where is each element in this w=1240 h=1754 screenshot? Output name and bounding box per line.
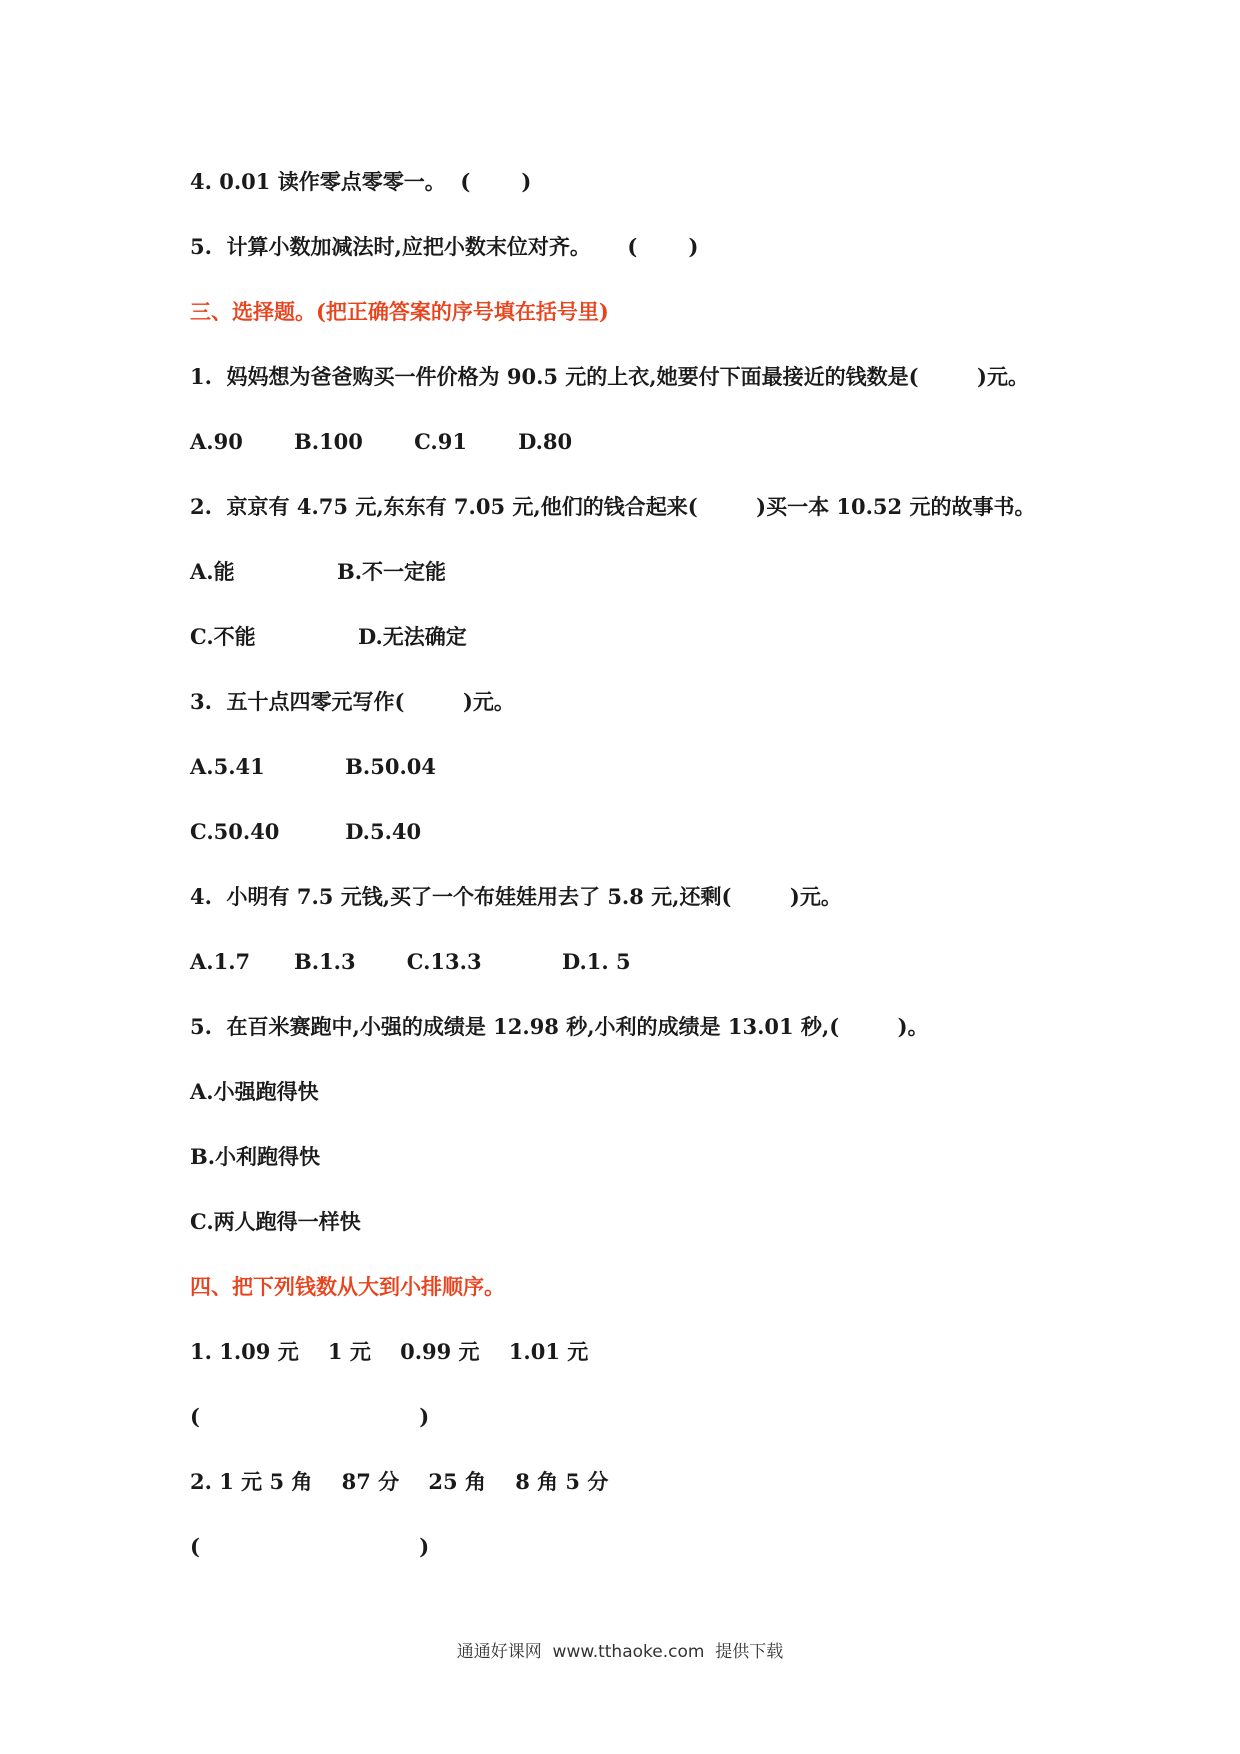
question-3-3: 3. 五十点四零元写作( )元。 (190, 689, 515, 714)
question-4-1-answer-blank: ( ) (190, 1404, 430, 1429)
question-2-5: 5. 计算小数加减法时,应把小数末位对齐。 ( ) (190, 234, 699, 259)
question-3-5-option-b: B.小利跑得快 (190, 1144, 321, 1169)
question-3-4-options: A.1.7 B.1.3 C.13.3 D.1. 5 (190, 949, 631, 974)
question-3-4: 4. 小明有 7.5 元钱,买了一个布娃娃用去了 5.8 元,还剩( )元。 (190, 884, 842, 909)
question-3-5-option-c: C.两人跑得一样快 (190, 1209, 361, 1234)
question-3-3-options-row2: C.50.40 D.5.40 (190, 819, 422, 844)
question-3-1: 1. 妈妈想为爸爸购买一件价格为 90.5 元的上衣,她要付下面最接近的钱数是( )元。 (190, 364, 1029, 389)
question-4-2: 2. 1 元 5 角 87 分 25 角 8 角 5 分 (190, 1469, 609, 1494)
question-4-1: 1. 1.09 元 1 元 0.99 元 1.01 元 (190, 1339, 589, 1364)
question-3-5-option-a: A.小强跑得快 (190, 1079, 319, 1104)
question-3-2: 2. 京京有 4.75 元,东东有 7.05 元,他们的钱合起来( )买一本 10.52 元的故事书。 (190, 494, 1036, 519)
question-3-3-options-row1: A.5.41 B.50.04 (190, 754, 436, 779)
section-4-heading: 四、把下列钱数从大到小排顺序。 (190, 1274, 505, 1299)
question-3-2-options-row2: C.不能 D.无法确定 (190, 624, 467, 649)
question-4-2-answer-blank: ( ) (190, 1534, 430, 1559)
question-3-2-options-row1: A.能 B.不一定能 (190, 559, 447, 584)
question-3-1-options: A.90 B.100 C.91 D.80 (190, 429, 573, 454)
section-3-heading: 三、选择题。(把正确答案的序号填在括号里) (190, 299, 609, 324)
question-3-5: 5. 在百米赛跑中,小强的成绩是 12.98 秒,小利的成绩是 13.01 秒,( )。 (190, 1014, 929, 1039)
page-footer: 通通好课网 www.tthaoke.com 提供下载 (456, 1642, 784, 1662)
question-2-4: 4. 0.01 读作零点零零一。 ( ) (190, 169, 532, 194)
